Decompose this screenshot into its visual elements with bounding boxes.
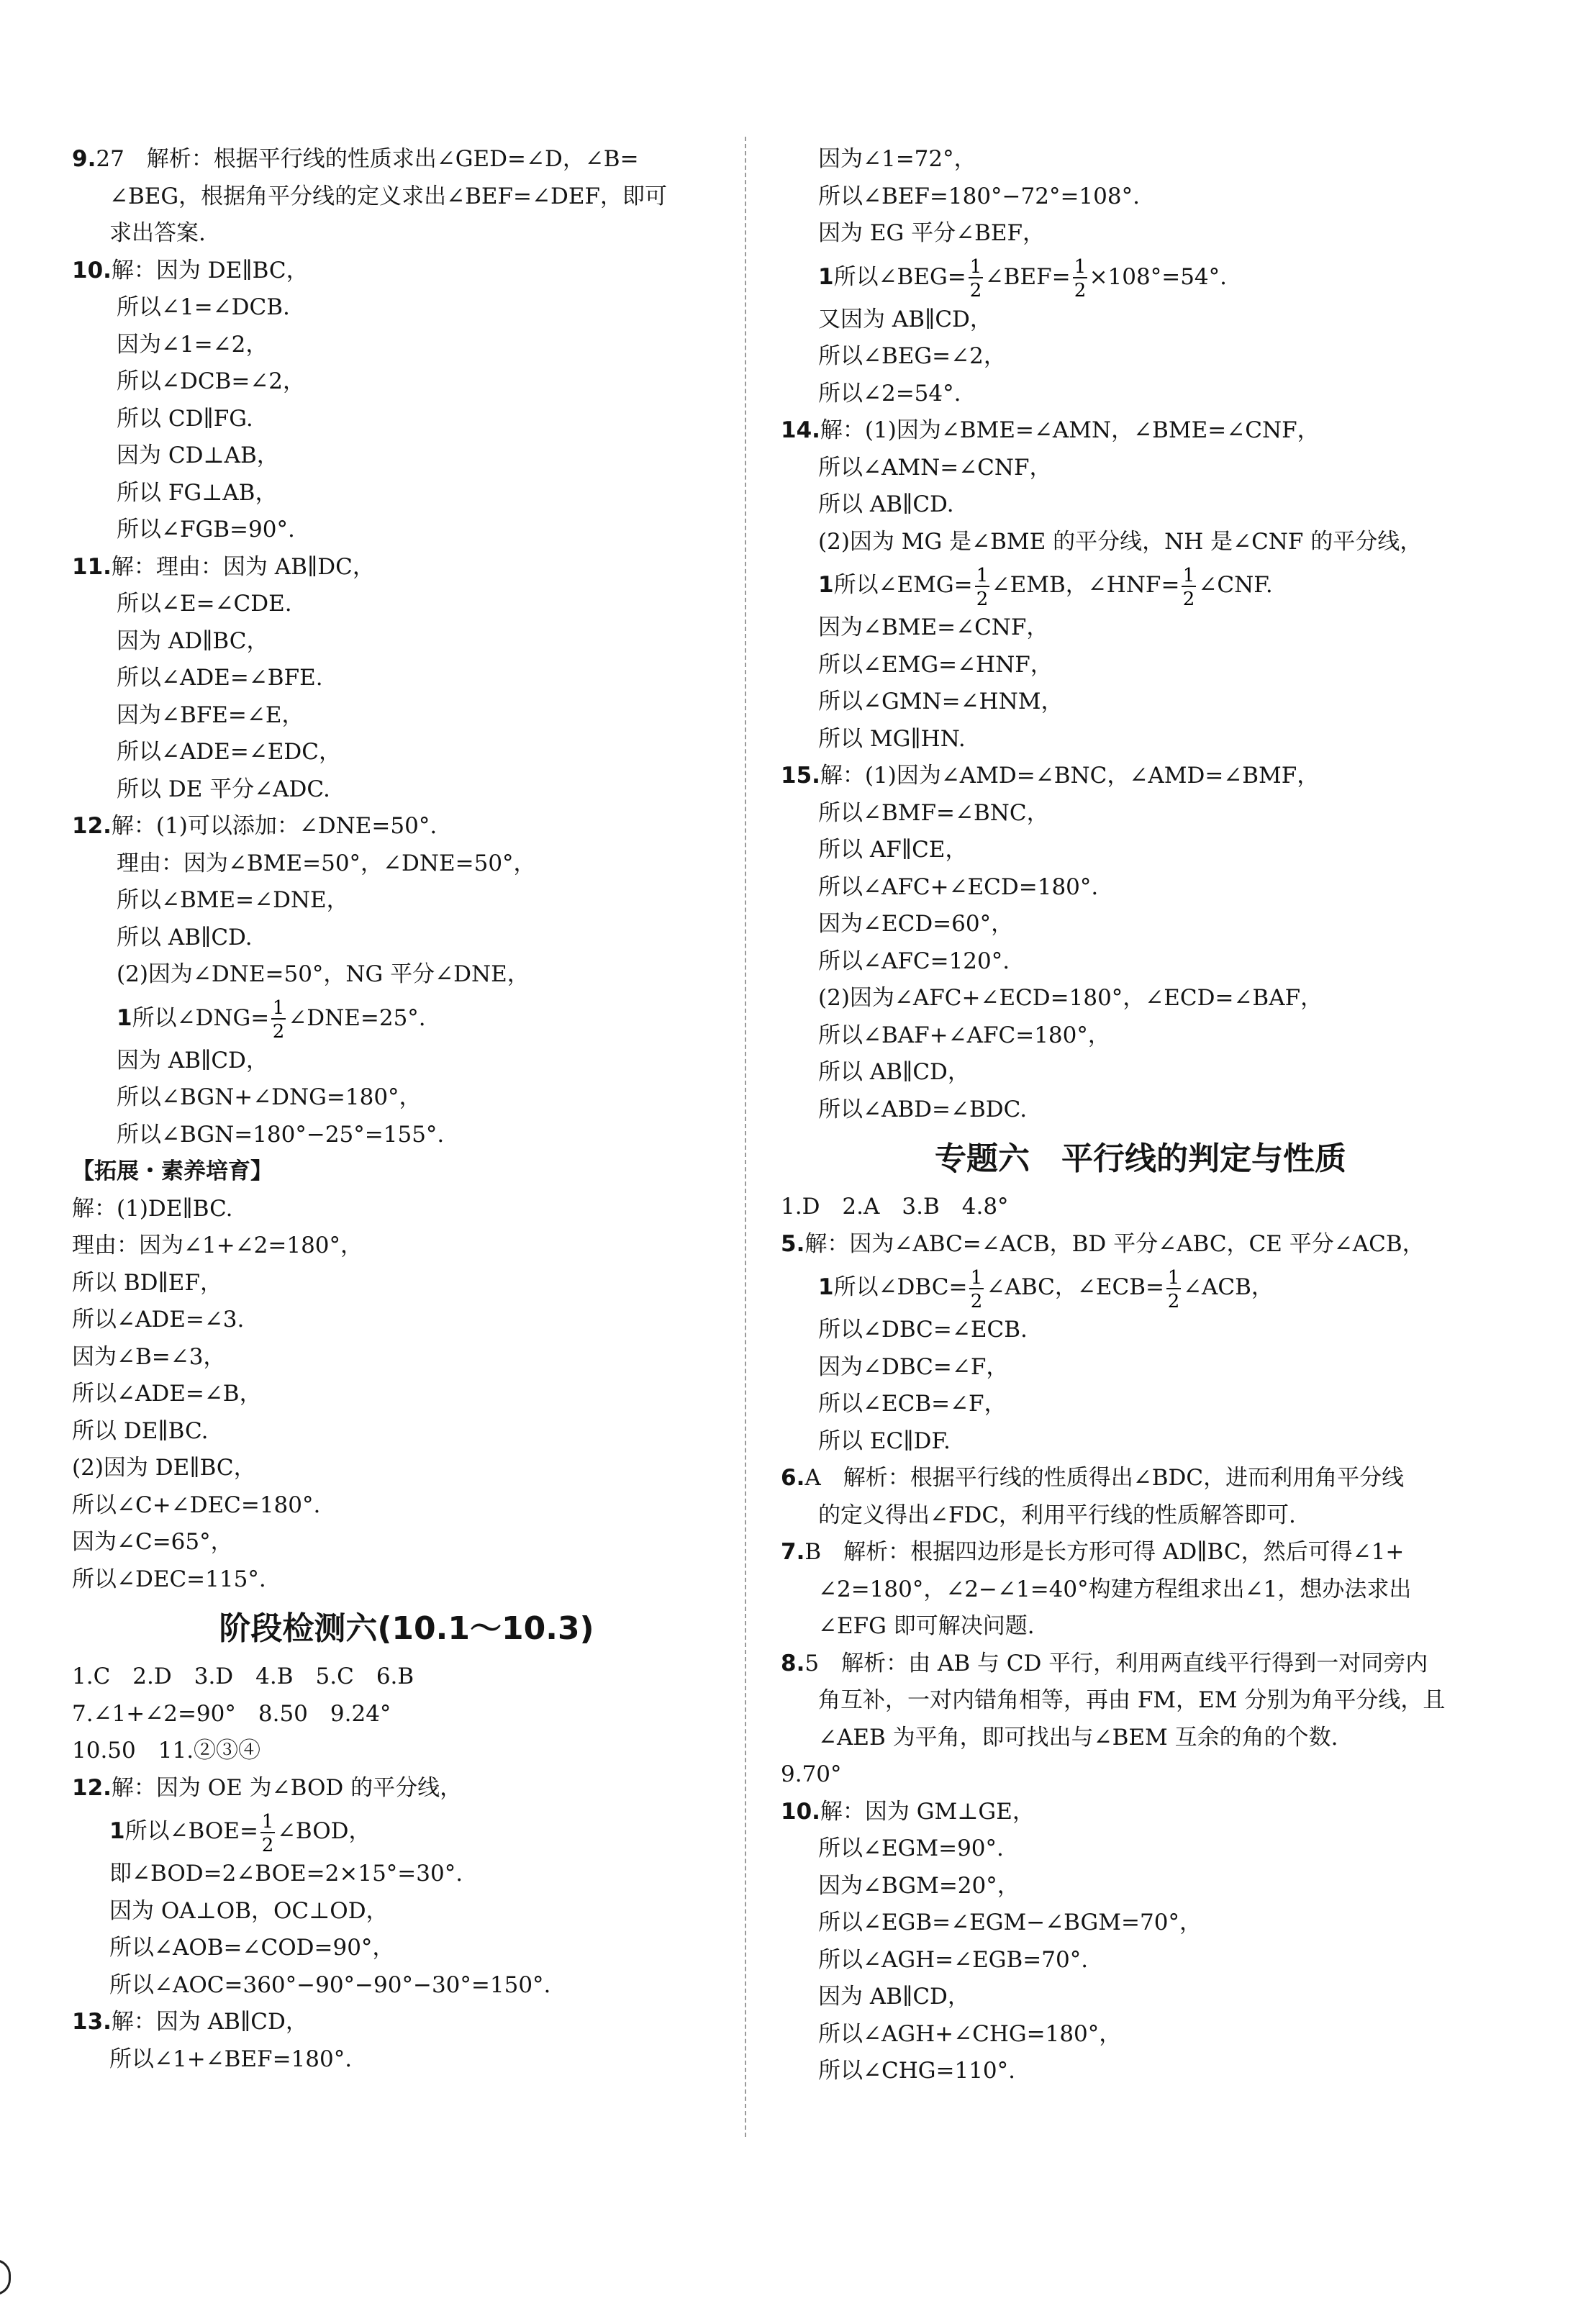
answer-line [72,327,741,364]
answer-text: 因为 AB∥CD， [818,1984,970,2010]
answer-line [72,363,741,401]
answer-line [781,1054,1500,1091]
subsection-heading-text: 【拓展・素养培育】 [72,1158,273,1184]
answer-text: 5 解析：由 AB 与 CD 平行，利用两直线平行得到一对同旁内 [804,1650,1428,1676]
answer-text: 所以 AB∥CD. [818,491,954,517]
answer-text: 所以∠CHG=110°. [818,2058,1015,2084]
answer-text: 理由：因为∠1+∠2=180°， [72,1233,363,1258]
fraction [1164,1266,1183,1312]
answer-line [781,253,1500,301]
answer-line [781,1386,1500,1423]
question-number: 6. [781,1465,805,1491]
fraction-denominator: 2 [971,1290,983,1312]
answer-line [72,1079,741,1117]
answer-line [781,758,1500,795]
fraction-denominator: 2 [273,1021,285,1042]
answer-line [72,771,741,809]
answer-line [72,1339,741,1376]
answer-line [72,1265,741,1302]
answer-text: ∠AEB 为平角，即可找出与∠BEM 互余的角的个数. [818,1724,1338,1751]
question-number: 7. [781,1539,805,1565]
answer-text: 所以∠ABD=∠BDC. [818,1096,1028,1122]
question-number: 1 [818,263,834,290]
answer-line [781,1942,1500,1979]
answer-text: 所以 BD∥EF， [72,1269,222,1296]
question-number: 11. [72,553,112,580]
answer-text: 所以∠EMG= [833,572,973,598]
answer-line [781,301,1500,339]
answer-line [72,808,741,845]
fraction-numerator: 1 [1167,1266,1180,1289]
answer-text: 所以∠ECB=∠F， [818,1391,1007,1417]
answer-line [781,1905,1500,1942]
answer-line [781,647,1500,684]
answer-text: B 解析：根据四边形是长方形可得 AD∥BC，然后可得∠1+ [804,1539,1405,1565]
answer-text: 所以∠BEG=∠2， [818,343,1006,369]
answer-line [781,943,1500,981]
question-number: 1 [818,1274,834,1300]
answer-line [781,795,1500,832]
question-number: 8. [781,1650,805,1676]
answer-text: 所以∠BGN=180°−25°=155°. [117,1121,445,1148]
fraction [973,563,992,609]
question-number: 12. [72,813,112,839]
answer-text: 解：因为 GM⊥GE， [820,1798,1035,1825]
answer-text: 10.50 11.②③④ [72,1738,261,1764]
answer-line [781,1608,1500,1646]
fraction-numerator: 1 [971,1266,983,1289]
question-number: 15. [781,763,820,789]
answer-line [72,178,741,216]
answer-text: 因为∠BME=∠CNF， [818,614,1049,640]
answer-text: 1.D 2.A 3.B 4.8° [781,1194,1009,1220]
answer-text: 9.70° [781,1761,842,1787]
answer-line [781,609,1500,647]
answer-text: 因为∠BGM=20°， [818,1872,1020,1899]
answer-line [72,141,741,178]
answer-line [781,684,1500,721]
answer-text: (2)因为∠DNE=50°，NG 平分∠DNE， [117,961,530,987]
answer-text: 因为∠ECD=60°， [818,911,1014,937]
question-number: 10. [781,1798,820,1825]
answer-line [781,1460,1500,1497]
question-number: 1 [117,1004,132,1031]
answer-line [781,2016,1500,2053]
answer-text: 所以 CD∥FG. [117,405,253,432]
answer-text: 解：因为 OE 为∠BOD 的平分线， [111,1774,463,1801]
question-number: 10. [72,257,112,283]
answer-text: 所以∠1+∠BEF=180°. [109,2046,353,2072]
answer-line [781,1794,1500,1831]
answer-line [72,253,741,290]
answer-text: 理由：因为∠BME=50°，∠DNE=50°， [117,850,536,876]
question-number: 1 [109,1818,125,1844]
answer-line [781,1349,1500,1386]
answer-line [72,845,741,883]
answer-line [781,1312,1500,1349]
question-number: 13. [72,2009,112,2035]
answer-line [72,2041,741,2079]
column-divider [745,137,746,2137]
question-number: 9. [72,146,96,172]
fraction-denominator: 2 [976,588,988,609]
question-number: 5. [781,1230,805,1257]
answer-text: 解：(1)因为∠BME=∠AMN，∠BME=∠CNF， [820,417,1320,443]
answer-text: 所以∠ADE=∠BFE. [117,665,323,691]
fraction [967,1266,986,1312]
answer-line [781,1263,1500,1312]
answer-text: 所以 DE 平分∠ADC. [117,776,330,802]
left-column [72,141,741,2078]
answer-text: 所以∠ADE=∠EDC， [117,739,341,765]
answer-line [72,1302,741,1339]
answer-text: 所以∠DCB=∠2， [117,368,306,394]
answer-text: 所以∠AFC+∠ECD=180°. [818,873,1099,900]
question-number: 1 [818,572,834,598]
answer-text: 所以∠AGH=∠EGB=70°. [818,1946,1089,1973]
answer-line [72,994,741,1043]
answer-text: 27 解析：根据平行线的性质求出∠GED=∠D，∠B= [96,146,639,172]
answer-text: 解：因为∠ABC=∠ACB，BD 平分∠ABC，CE 平分∠ACB， [804,1230,1425,1257]
answer-line [72,734,741,771]
section-title [781,1134,1500,1184]
question-number: 14. [781,417,820,443]
answer-line [781,1830,1500,1868]
answer-text: 因为 OA⊥OB，OC⊥OD， [109,1897,389,1924]
answer-line [72,956,741,994]
answer-text: 所以∠BGN+∠DNG=180°， [117,1084,422,1110]
answer-text: ∠BEG，根据角平分线的定义求出∠BEF=∠DEF，即可 [109,183,667,209]
answer-line [72,549,741,586]
answer-text: 所以∠FGB=90°. [117,517,295,543]
fraction [966,255,985,301]
answer-text: 所以∠AOB=∠COD=90°， [109,1935,395,1961]
section-title-text: 专题六 平行线的判定与性质 [935,1140,1346,1177]
answer-text: ∠EMB，∠HNF= [991,572,1180,598]
answer-line [781,1017,1500,1055]
answer-text: 所以∠2=54°. [818,380,961,407]
answer-text: 7.∠1+∠2=90° 8.50 9.24° [72,1700,391,1727]
answer-line [72,437,741,475]
answer-text: 解：因为 DE∥BC， [111,257,309,283]
answer-text: 解：(1)因为∠AMD=∠BNC，∠AMD=∠BMF， [820,763,1320,789]
answer-line [72,1227,741,1265]
answer-line [781,1720,1500,1757]
answer-text: 因为∠B=∠3， [72,1343,226,1370]
fraction-denominator: 2 [969,280,982,301]
answer-text: ∠BEF= [984,263,1071,290]
answer-text: 即∠BOD=2∠BOE=2×15°=30°. [109,1861,463,1887]
answer-text: 解：理由：因为 AB∥DC， [111,553,375,580]
answer-line [781,721,1500,758]
answer-line [781,178,1500,216]
answer-text: 所以∠EMG=∠HNF， [818,651,1053,678]
answer-line [781,1646,1500,1683]
answer-text: 因为∠1=72°， [818,146,976,172]
answer-text: 求出答案. [109,220,206,246]
answer-text: 解：因为 AB∥CD， [111,2009,308,2035]
answer-text: 因为 CD⊥AB， [117,442,279,468]
answer-line [72,1487,741,1525]
answer-text: 所以∠C+∠DEC=180°. [72,1492,321,1518]
answer-text: 所以∠BEF=180°−72°=108°. [818,183,1140,209]
fraction [1071,255,1089,301]
answer-text: ×108°=54°. [1089,263,1227,290]
fraction-numerator: 1 [976,564,988,586]
answer-text: 又因为 AB∥CD， [818,306,992,332]
fraction [258,1810,277,1856]
answer-text: 所以∠DBC=∠ECB. [818,1317,1028,1343]
answer-line [72,1561,741,1599]
answer-text: 所以 AB∥CD， [818,1059,970,1085]
answer-text: 因为∠BFE=∠E， [117,702,304,728]
answer-text: 1.C 2.D 3.D 4.B 5.C 6.B [72,1663,414,1689]
answer-line [72,1043,741,1080]
answer-line [72,1524,741,1561]
fraction-numerator: 1 [1183,564,1195,586]
answer-line [72,1117,741,1154]
answer-line [781,412,1500,450]
answer-text: 所以∠GMN=∠HNM， [818,689,1064,714]
answer-text: 所以∠DEC=115°. [72,1566,266,1592]
answer-line [72,215,741,253]
answer-line [72,1696,741,1733]
answer-text: 因为∠1=∠2， [117,331,268,358]
fraction [269,996,288,1042]
answer-text: 因为 EG 平分∠BEF， [818,220,1045,246]
answer-line [781,338,1500,376]
answer-line [72,1733,741,1770]
answer-line [72,882,741,920]
answer-line [72,1930,741,1967]
fraction-denominator: 2 [1183,588,1195,609]
answer-text: 所以 AF∥CE， [818,837,968,863]
answer-line [72,1191,741,1228]
answer-text: ∠DNE=25°. [288,1004,426,1031]
answer-line [72,660,741,697]
answer-text: 所以 AB∥CD. [117,924,253,950]
answer-text: 解：(1)可以添加：∠DNE=50°. [111,813,438,839]
answer-text: 所以∠DNG= [132,1004,270,1031]
fraction-denominator: 2 [261,1834,274,1856]
answer-text: 所以∠AOC=360°−90°−90°−30°=150°. [109,1971,551,1998]
subsection-heading [72,1153,741,1191]
answer-line [72,512,741,549]
answer-line [72,401,741,438]
answer-text: 所以∠AFC=120°. [818,948,1010,974]
answer-line [781,869,1500,907]
answer-line [781,1091,1500,1129]
answer-line [72,289,741,327]
answer-line [781,832,1500,869]
answer-text: 的定义得出∠FDC，利用平行线的性质解答即可. [818,1502,1296,1528]
answer-line [781,560,1500,609]
answer-line [781,1571,1500,1609]
answer-line [781,1534,1500,1571]
answer-text: 所以∠BEG= [833,263,966,290]
answer-line [781,1497,1500,1535]
answer-text: 所以∠AMN=∠CNF， [818,454,1052,481]
answer-line [781,1189,1500,1226]
answer-line [781,1423,1500,1461]
answer-text: 所以 FG⊥AB， [117,479,278,506]
answer-line [72,623,741,661]
answer-text: 因为 AD∥BC， [117,627,269,654]
answer-line [72,475,741,512]
answer-text: (2)因为∠AFC+∠ECD=180°，∠ECD=∠BAF， [818,985,1323,1011]
answer-text: 所以 EC∥DF. [818,1427,951,1454]
answer-line [781,524,1500,561]
answer-line [781,1226,1500,1263]
answer-text: 所以 MG∥HN. [818,725,966,752]
answer-line [781,376,1500,413]
answer-text: 因为 AB∥CD， [117,1047,268,1074]
answer-line [72,1658,741,1696]
answer-text: 所以∠BME=∠DNE， [117,887,349,913]
section-title-text: 阶段检测六(10.1～10.3) [219,1610,594,1647]
answer-text: 所以∠DBC= [833,1274,968,1300]
fraction-numerator: 1 [969,256,982,278]
answer-text: 所以∠1=∠DCB. [117,294,290,320]
fraction-denominator: 2 [1074,280,1086,301]
answer-text: (2)因为 MG 是∠BME 的平分线，NH 是∠CNF 的平分线， [818,528,1423,555]
answer-line [781,1756,1500,1794]
fraction-numerator: 1 [1074,256,1086,278]
answer-text: ∠ACB， [1182,1274,1274,1300]
answer-text: 所以 DE∥BC. [72,1417,209,1444]
answer-text: 所以∠ADE=∠B， [72,1381,262,1407]
answer-text: (2)因为 DE∥BC， [72,1455,256,1481]
answer-text: ∠BOD， [276,1818,371,1844]
answer-text: 因为∠DBC=∠F， [818,1353,1009,1380]
answer-line [72,1770,741,1807]
answer-line [781,1868,1500,1905]
answer-line [781,450,1500,487]
answer-line [781,2053,1500,2090]
answer-line [72,1413,741,1451]
section-title [72,1604,741,1654]
answer-text: 因为∠C=65°， [72,1529,233,1555]
fraction-numerator: 1 [273,997,285,1019]
answer-text: 所以∠ADE=∠3. [72,1307,245,1333]
answer-text: 所以∠E=∠CDE. [117,591,292,617]
answer-line [72,1450,741,1487]
right-column [781,141,1500,2090]
answer-line [72,586,741,623]
answer-line [781,486,1500,524]
page-edge-mark [0,2259,11,2295]
answer-text: 所以∠EGM=90°. [818,1835,1004,1861]
answer-line [72,697,741,735]
answer-text: 所以∠BOE= [124,1818,258,1844]
answer-line [72,1376,741,1413]
question-number: 12. [72,1774,112,1801]
answer-text: ∠CNF. [1198,572,1273,598]
answer-line [781,1979,1500,2016]
answer-text: 所以∠BAF+∠AFC=180°， [818,1022,1110,1048]
answer-line [72,2004,741,2041]
answer-text: A 解析：根据平行线的性质得出∠BDC，进而利用角平分线 [804,1465,1405,1491]
answer-text: 所以∠AGH+∠CHG=180°， [818,2020,1122,2047]
answer-line [72,1856,741,1893]
fraction [1179,563,1198,609]
answer-text: 所以∠BMF=∠BNC， [818,799,1049,826]
fraction-denominator: 2 [1167,1290,1180,1312]
answer-line [781,906,1500,943]
answer-line [72,1807,741,1856]
answer-text: ∠ABC，∠ECB= [986,1274,1164,1300]
answer-text: 所以∠EGB=∠EGM−∠BGM=70°， [818,1910,1202,1935]
answer-line [781,215,1500,253]
fraction-numerator: 1 [261,1810,274,1833]
answer-text: 解：(1)DE∥BC. [72,1195,233,1222]
answer-line [72,920,741,957]
answer-text: 角互补，一对内错角相等，再由 FM，EM 分别为角平分线，且 [818,1687,1446,1713]
answer-line [72,1893,741,1930]
answer-line [781,1682,1500,1720]
answer-line [781,141,1500,178]
answer-text: ∠2=180°，∠2−∠1=40°构建方程组求出∠1，想办法求出 [818,1576,1412,1602]
answer-line [781,980,1500,1017]
answer-text: ∠EFG 即可解决问题. [818,1613,1035,1639]
answer-line [72,1967,741,2005]
